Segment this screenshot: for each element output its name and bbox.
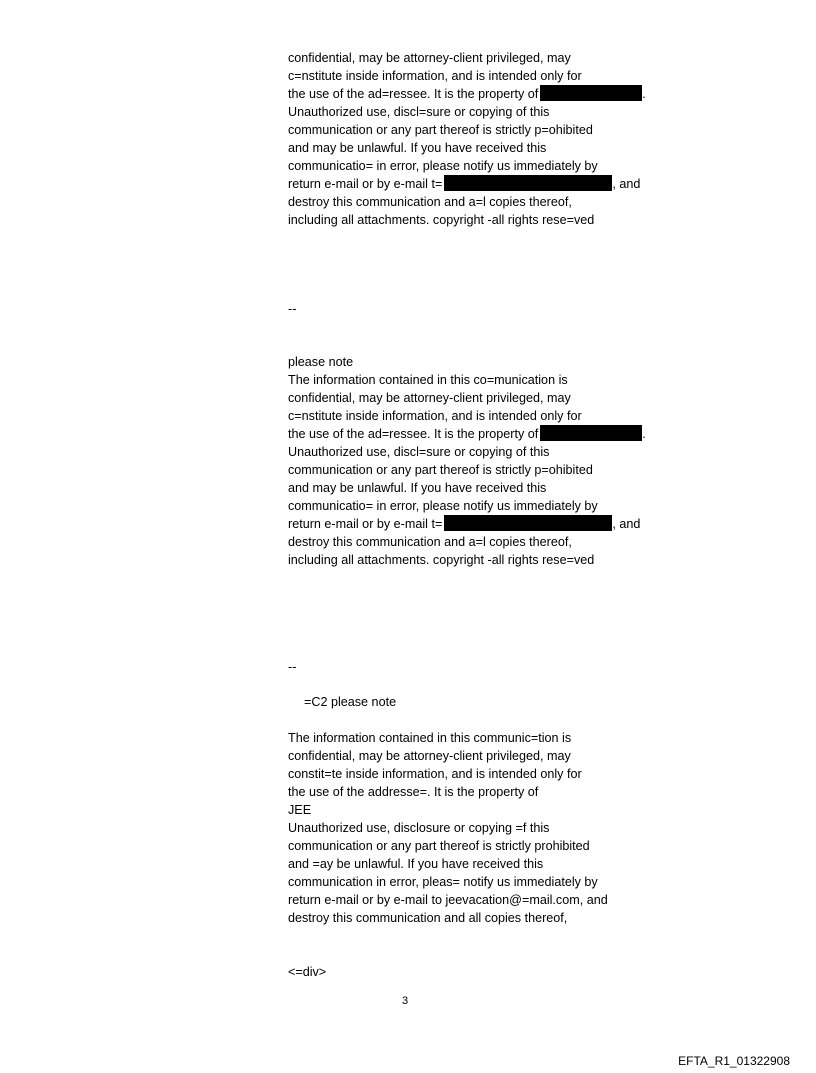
- text-line: Unauthorized use, disclosure or copying =f this: [288, 821, 550, 835]
- text-line: communicatio= in error, please notify us immediately by: [288, 499, 598, 513]
- text-line: and may be unlawful. If you have received this: [288, 481, 547, 495]
- text-line: communication or any part thereof is strictly prohibited: [288, 839, 590, 853]
- text-segment: the use of the ad=ressee. It is the property of: [288, 427, 539, 441]
- redaction-box: [540, 425, 642, 441]
- block-heading: please note: [288, 355, 354, 369]
- redaction-box: [540, 85, 642, 101]
- disclaimer-block-3: [288, 729, 708, 927]
- text-line: confidential, may be attorney-client privileged, may: [288, 749, 571, 763]
- disclaimer-block-2: [288, 353, 708, 569]
- separator-text: --: [288, 302, 297, 316]
- text-line: [288, 515, 708, 533]
- text-line: [288, 85, 708, 103]
- text-segment: the use of the ad=ressee. It is the property of: [288, 87, 539, 101]
- document-id: EFTA_R1_01322908: [678, 1054, 790, 1068]
- text-line: [288, 425, 708, 443]
- text-line: constit=te inside information, and is intended only for: [288, 767, 582, 781]
- text-line: communication or any part thereof is strictly p=ohibited: [288, 463, 593, 477]
- text-line: Unauthorized use, discl=sure or copying of this: [288, 105, 550, 119]
- block-heading: =C2 please note: [304, 695, 397, 709]
- separator-2: [288, 658, 708, 676]
- text-line: The information contained in this co=munication is: [288, 373, 568, 387]
- text-line: return e-mail or by e-mail to jeevacation@=mail.com, and: [288, 893, 608, 907]
- text-segment: return e-mail or by e-mail t=: [288, 177, 443, 191]
- text-line: confidential, may be attorney-client privileged, may: [288, 51, 571, 65]
- text-line: c=nstitute inside information, and is intended only for: [288, 69, 582, 83]
- redaction-box: [444, 175, 612, 191]
- text-segment: return e-mail or by e-mail t=: [288, 517, 443, 531]
- redaction-box: [444, 515, 612, 531]
- text-line: the use of the addresse=. It is the property of: [288, 785, 539, 799]
- text-line: Unauthorized use, discl=sure or copying of this: [288, 445, 550, 459]
- text-line: destroy this communication and a=l copies thereof,: [288, 535, 572, 549]
- disclaimer-block-1: [288, 49, 708, 229]
- text-line: confidential, may be attorney-client privileged, may: [288, 391, 571, 405]
- text-line: and =ay be unlawful. If you have received this: [288, 857, 544, 871]
- text-line: The information contained in this communic=tion is: [288, 731, 572, 745]
- disclaimer-block-3-heading: [288, 693, 708, 711]
- text-line: destroy this communication and a=l copies thereof,: [288, 195, 572, 209]
- text-line: communication or any part thereof is strictly p=ohibited: [288, 123, 593, 137]
- text-line: communicatio= in error, please notify us immediately by: [288, 159, 598, 173]
- text-line: JEE: [288, 803, 312, 817]
- text-line: c=nstitute inside information, and is intended only for: [288, 409, 582, 423]
- text-line: destroy this communication and all copies thereof,: [288, 911, 568, 925]
- div-tag-text: <=div>: [288, 965, 327, 979]
- text-segment: .: [642, 427, 646, 441]
- separator-text: --: [288, 660, 297, 674]
- text-line: and may be unlawful. If you have received this: [288, 141, 547, 155]
- text-line: [288, 175, 708, 193]
- div-tag-line: [288, 963, 708, 981]
- text-segment: , and: [612, 517, 641, 531]
- page-number: 3: [402, 995, 409, 1007]
- separator-1: [288, 300, 708, 318]
- text-line: including all attachments. copyright -all rights rese=ved: [288, 213, 595, 227]
- text-segment: , and: [612, 177, 641, 191]
- text-segment: .: [642, 87, 646, 101]
- text-line: including all attachments. copyright -all rights rese=ved: [288, 553, 595, 567]
- text-line: communication in error, pleas= notify us immediately by: [288, 875, 598, 889]
